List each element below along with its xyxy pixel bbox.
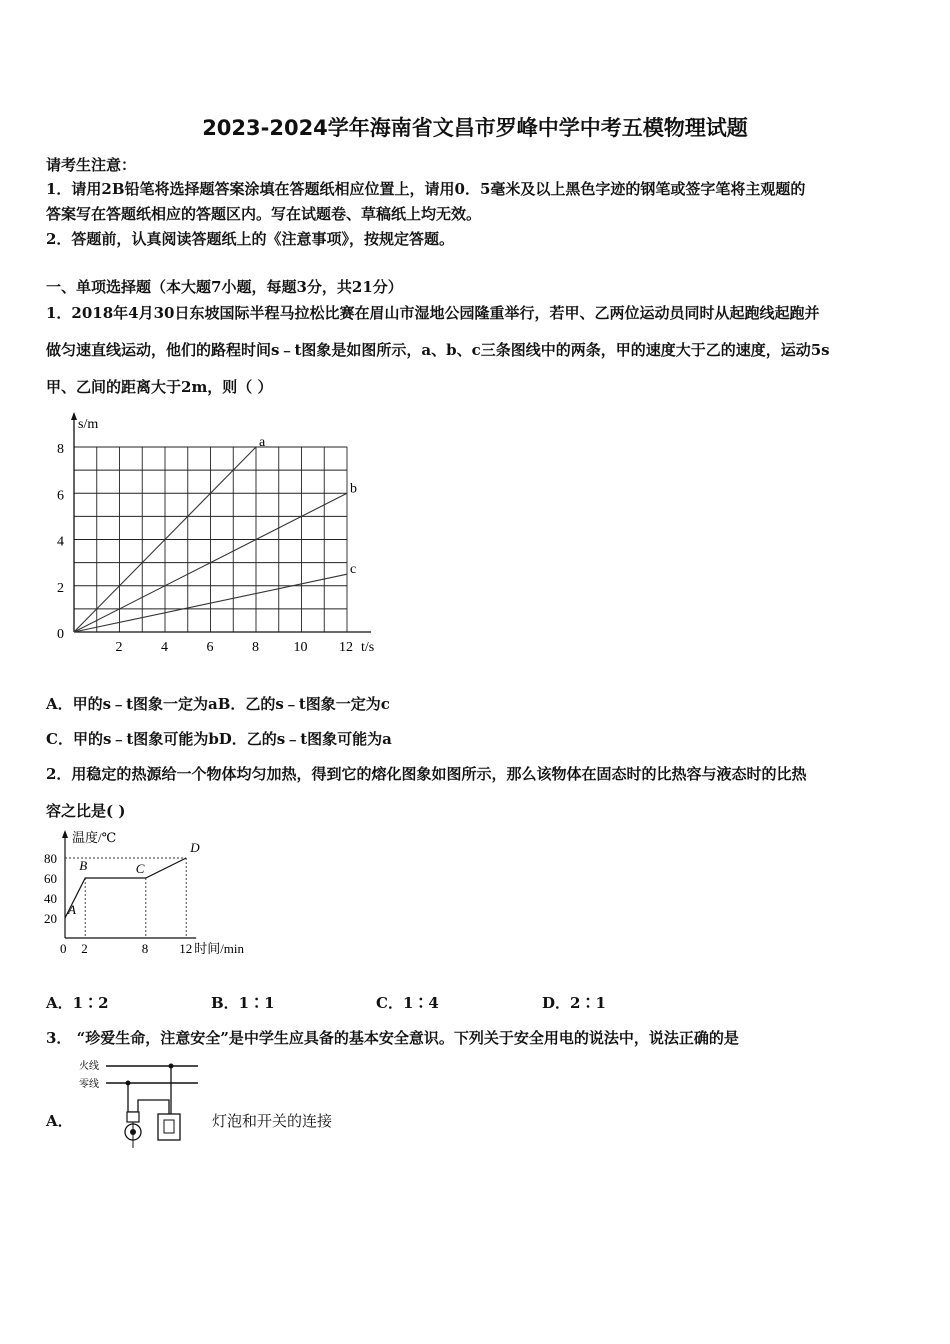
circuit-diagram bbox=[76, 1056, 206, 1154]
x-tick-label: 4 bbox=[161, 640, 168, 655]
st-graph-grid bbox=[74, 447, 347, 632]
y-axis-arrow bbox=[62, 830, 68, 838]
y-axis-label: s/m bbox=[78, 417, 99, 432]
y-tick-label: 80 bbox=[44, 851, 57, 866]
y-tick-label: 4 bbox=[57, 534, 64, 550]
notice-item-1-line-2: 答案写在答题纸相应的答题区内。写在试题卷、草稿纸上均无效。 bbox=[46, 205, 482, 223]
switch-box bbox=[158, 1114, 180, 1140]
y-tick-label: 20 bbox=[44, 911, 57, 926]
x-tick-label: 12 bbox=[179, 941, 193, 956]
x-tick-label: 2 bbox=[81, 941, 88, 956]
st-graph bbox=[44, 410, 384, 665]
y-tick-label: 8 bbox=[57, 442, 64, 457]
y-axis-arrow bbox=[71, 412, 77, 420]
q2-stem-line-2: 容之比是( ) bbox=[46, 802, 126, 820]
fire-wire-label: 火线 bbox=[79, 1061, 99, 1072]
q1-stem-line-2: 做匀速直线运动，他们的路程时间s﹣t图象是如图所示，a、b、c三条图线中的两条，甲的速度大于乙的速度，运动5s bbox=[46, 341, 830, 359]
y-tick-label: 60 bbox=[44, 871, 57, 886]
q3-option-a-text: 灯泡和开关的连接 bbox=[212, 1112, 333, 1130]
st-graph-axes bbox=[71, 412, 371, 632]
lamp-socket bbox=[127, 1112, 139, 1122]
switch-lamp-wire bbox=[138, 1100, 169, 1114]
q3-option-a-label: A． bbox=[46, 1112, 73, 1130]
x-tick-label: 0 bbox=[60, 941, 67, 956]
series-label-a: a bbox=[259, 435, 266, 450]
x-axis-label: t/s bbox=[361, 640, 375, 655]
notice-item-2: 2．答题前，认真阅读答题纸上的《注意事项》，按规定答题。 bbox=[46, 230, 454, 248]
x-tick-label: 12 bbox=[339, 640, 353, 655]
q1-options-c-d: C．甲的s﹣t图象可能为bD．乙的s﹣t图象可能为a bbox=[46, 730, 392, 748]
q1-options-a-b: A．甲的s﹣t图象一定为aB．乙的s﹣t图象一定为c bbox=[46, 695, 390, 713]
x-axis-label: 时间/min bbox=[194, 941, 245, 956]
x-tick-label: 10 bbox=[293, 640, 308, 655]
notice-heading: 请考生注意： bbox=[46, 156, 137, 174]
y-tick-label: 2 bbox=[57, 580, 64, 596]
q2-option-b: B．1∶1 bbox=[211, 994, 275, 1012]
st-graph-labels bbox=[57, 417, 374, 655]
series-label-c: c bbox=[350, 562, 357, 578]
neutral-wire-label: 零线 bbox=[79, 1079, 99, 1090]
x-tick-label: 2 bbox=[115, 640, 123, 655]
point-label-B: B bbox=[79, 858, 88, 873]
q2-stem-line-1: 2．用稳定的热源给一个物体均匀加热，得到它的熔化图象如图所示，那么该物体在固态时的比热容与液态时的比热 bbox=[46, 765, 807, 783]
q1-stem-line-3: 甲、乙间的距离大于2m，则（ ） bbox=[46, 378, 273, 396]
point-label-C: C bbox=[135, 861, 145, 876]
melting-graph-labels bbox=[44, 830, 245, 956]
q2-option-a: A．1∶2 bbox=[46, 994, 109, 1012]
q1-stem-line-1: 1．2018年4月30日东坡国际半程马拉松比赛在眉山市湿地公园隆重举行，若甲、乙两位运动员同时从起跑线起跑并 bbox=[46, 304, 820, 322]
y-tick-label: 6 bbox=[57, 488, 64, 504]
y-axis-label: 温度/℃ bbox=[72, 830, 117, 845]
section-1-heading: 一、单项选择题（本大题7小题，每题3分，共21分） bbox=[46, 278, 403, 296]
y-tick-label: 40 bbox=[44, 891, 57, 906]
x-tick-label: 6 bbox=[206, 640, 214, 655]
q3-stem: 3． “珍爱生命，注意安全”是中学生应具备的基本安全意识。下列关于安全用电的说法中，说法正确的是 bbox=[46, 1029, 739, 1047]
x-tick-label: 8 bbox=[252, 640, 259, 655]
x-tick-label: 8 bbox=[141, 941, 149, 956]
y-tick-label: 0 bbox=[57, 627, 64, 642]
page-title: 2023-2024学年海南省文昌市罗峰中学中考五模物理试题 bbox=[202, 116, 748, 140]
series-label-b: b bbox=[350, 481, 357, 497]
melting-graph bbox=[40, 826, 270, 961]
q2-option-c: C．1∶4 bbox=[376, 994, 439, 1012]
q2-option-d: D．2∶1 bbox=[542, 994, 606, 1012]
point-label-D: D bbox=[190, 840, 200, 855]
point-label-A: A bbox=[68, 902, 76, 917]
notice-item-1-line-1: 1．请用2B铅笔将选择题答案涂填在答题纸相应位置上，请用0．5毫米及以上黑色字迹的钢笔或签字笔将主观题的 bbox=[46, 180, 806, 198]
